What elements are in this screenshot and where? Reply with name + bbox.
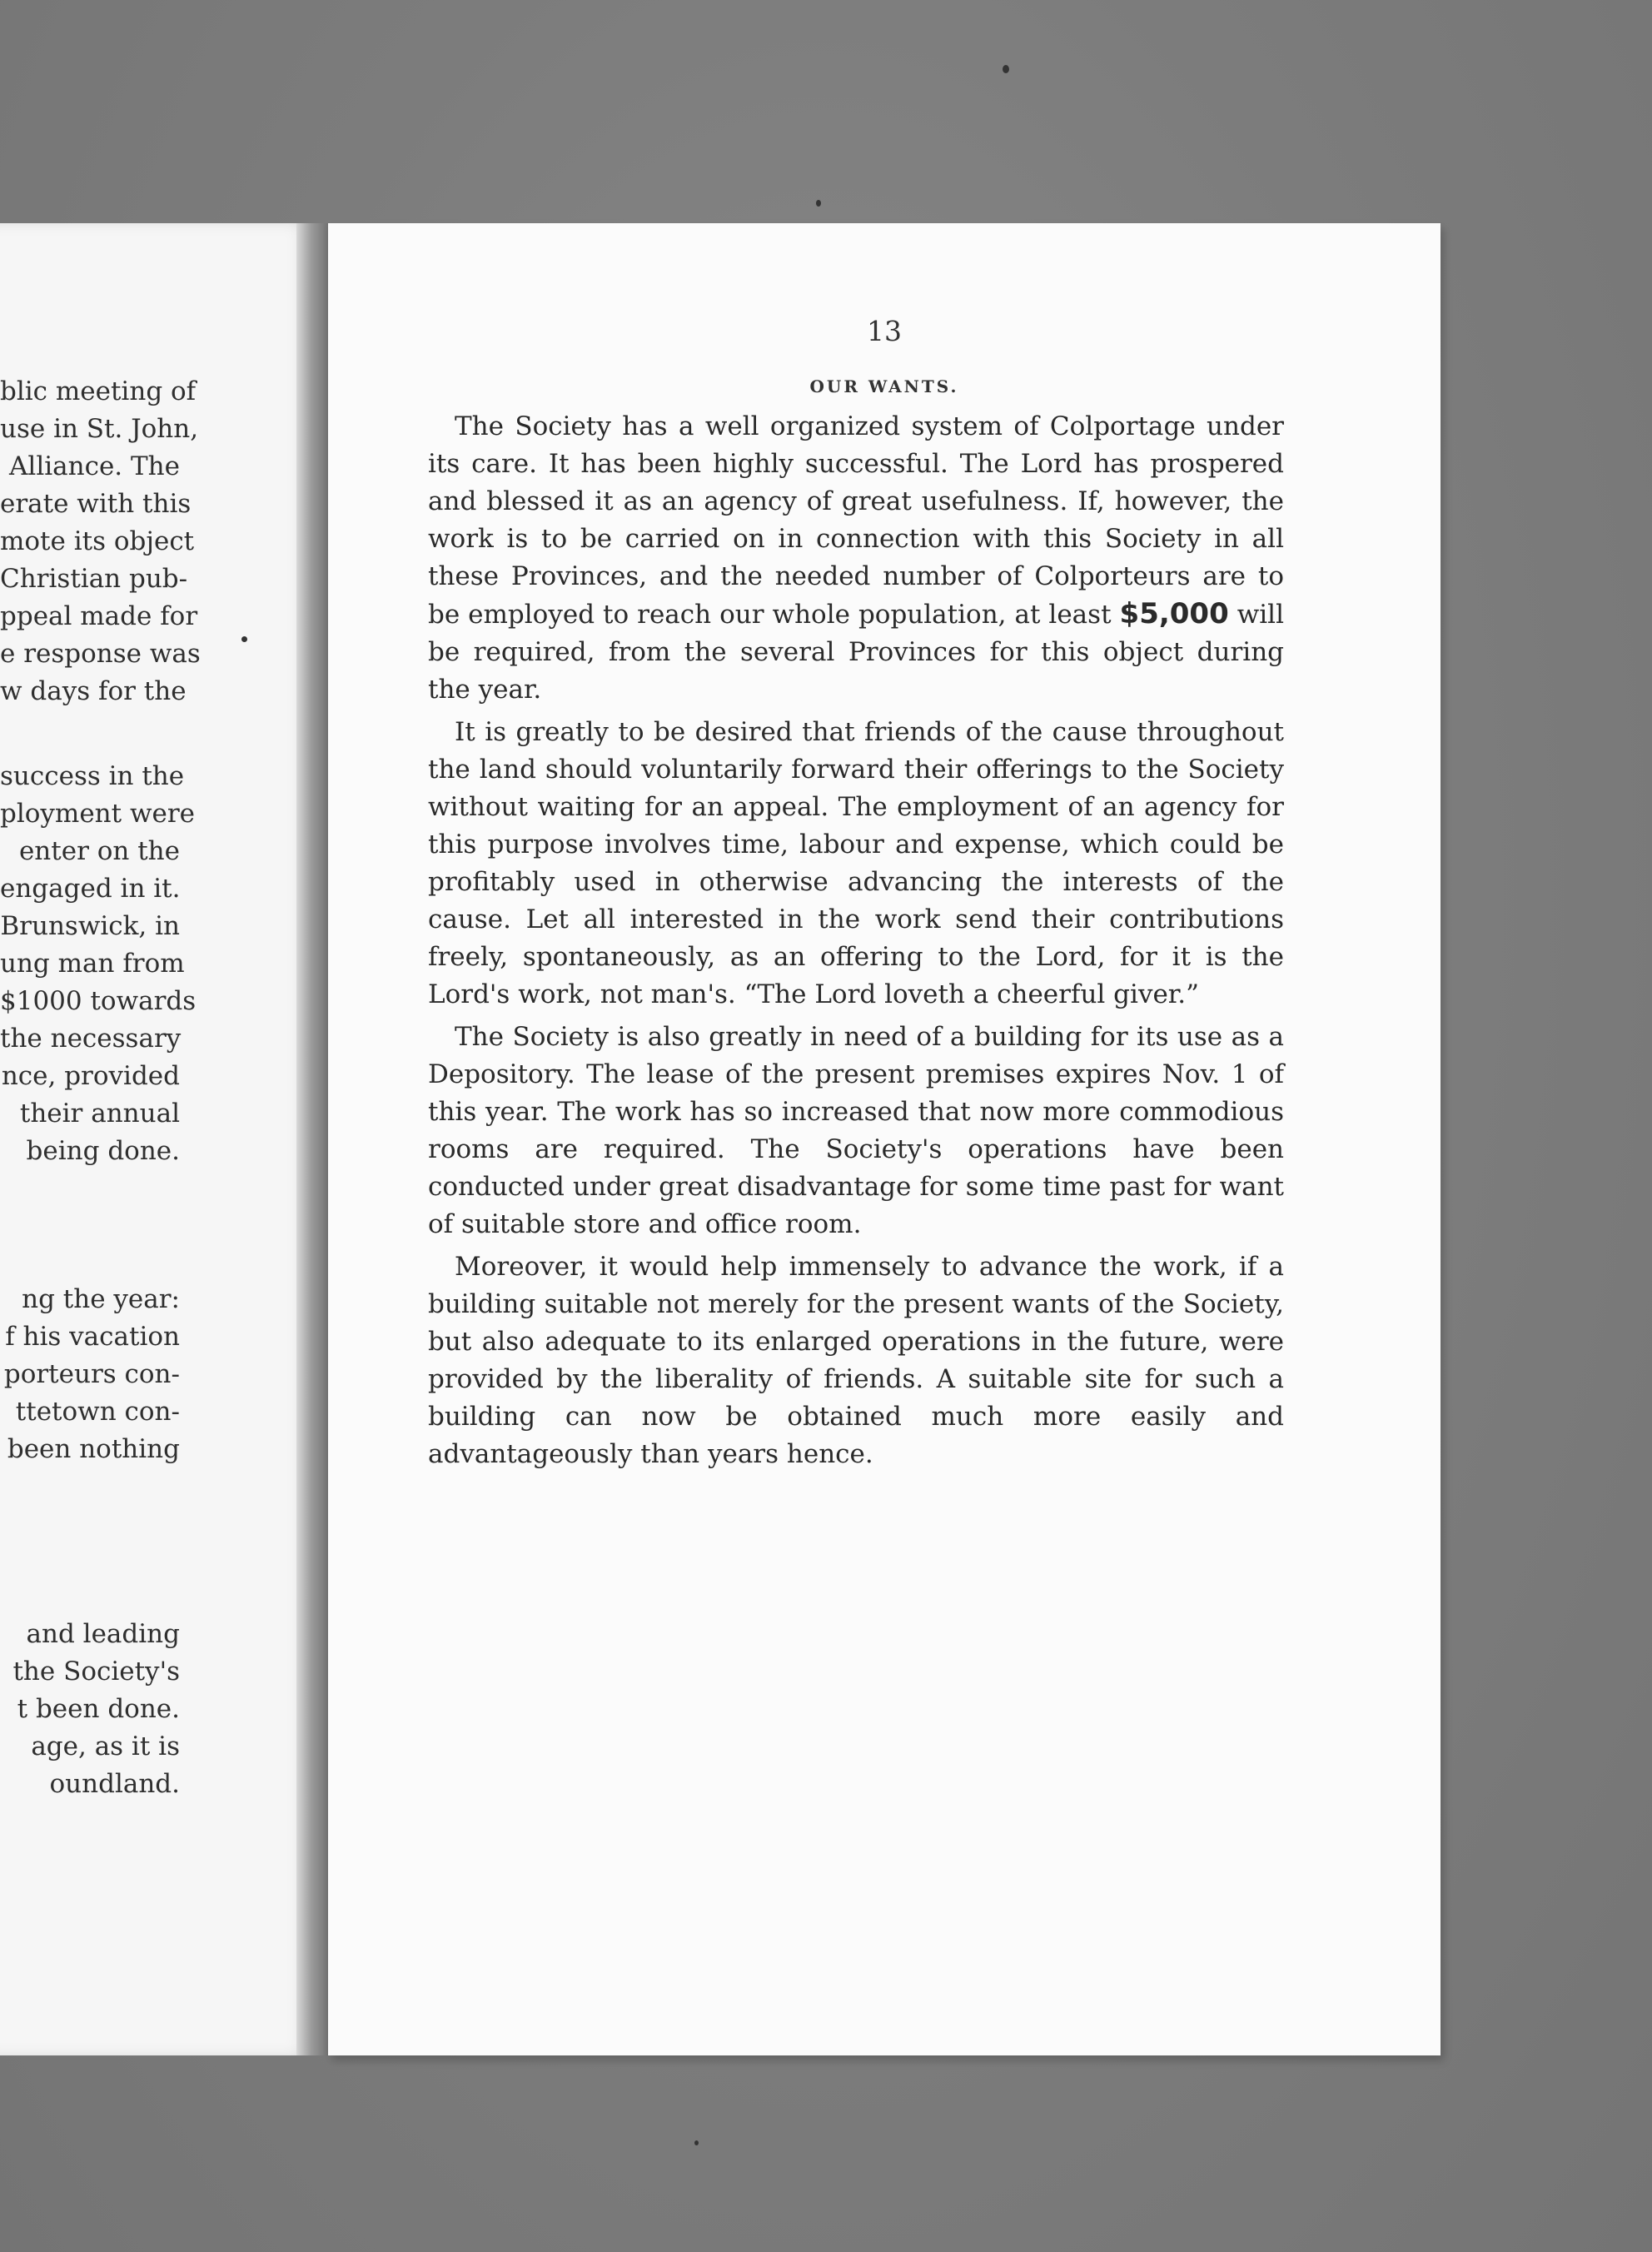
left-text-line: $1000 towards xyxy=(0,986,197,1016)
left-text-line: being done. xyxy=(26,1136,180,1166)
left-text-line: enter on the xyxy=(18,836,180,866)
left-text-line: ppeal made for xyxy=(0,601,198,631)
left-text-line: erate with this xyxy=(0,489,192,519)
left-text-line: oundland. xyxy=(49,1769,180,1799)
left-text-line: their annual xyxy=(19,1099,180,1128)
left-text-line: e response was xyxy=(0,639,201,669)
paragraph-4: Moreover, it would help immensely to advance the work, if a building suitable not merely for the present wants of the Society, but also adequate to its enlarged operations in the future, were provided by the liberality of friends. A suitable site for such a building can now be obtained much more easily and advantageously than years hence. xyxy=(428,1252,1284,1469)
left-text-line: the necessary xyxy=(0,1024,182,1054)
dust-speck xyxy=(241,636,247,642)
left-text-block-2 xyxy=(0,758,197,1170)
left-text-line: ng the year: xyxy=(22,1284,180,1314)
dust-speck xyxy=(694,2140,699,2145)
left-text-block-1 xyxy=(0,373,201,710)
left-text-line: f his vacation xyxy=(5,1322,180,1352)
dust-speck xyxy=(816,200,821,207)
left-text-line: the Society's xyxy=(12,1657,180,1687)
left-text-line: been nothing xyxy=(7,1434,180,1464)
paragraph-2: It is greatly to be desired that friends of the cause throughout the land should voluntarily forward their offerings to the Society without waiting for an appeal. The employment of an agency for this purpose involves time, labour and expense, which could be profitably used in otherwise advancing the interests of the cause. Let all interested in the work send their contributions freely, spontaneously, as an offering to the Lord, for it is the Lord's work, not man's. “The Lord loveth a cheerful giver.” xyxy=(428,717,1284,1009)
amount-figure: $5,000 xyxy=(1119,597,1229,630)
dust-speck xyxy=(1003,65,1009,73)
paragraph-1-part-a: The Society has a well organized system of Colportage under its care. It has been highly successful. The Lord has prospered and blessed it as an agency of great usefulness. If, however, the work is to be carried on in connection with this Society in all these Provinces, and the needed number of Colporteurs are to be employed to reach our whole population, at least xyxy=(428,411,1284,630)
paragraph-3: The Society is also greatly in need of a building for its use as a Depository. The lease of the present premises expires Nov. 1 of this year. The work has so increased that now more commodious rooms are required. The Society's operations have been conducted under great disadvantage for some time past for want of suitable store and office room. xyxy=(428,1022,1284,1239)
book-gutter xyxy=(296,223,330,2055)
paragraph-1 xyxy=(428,408,1284,709)
left-text-line: engaged in it. xyxy=(0,874,181,904)
left-text-line: success in the xyxy=(0,761,185,791)
left-text-line: ployment were xyxy=(0,799,195,829)
paragraph-1-part-b: will be required, from the several Provinces for this object during the year. xyxy=(428,600,1284,705)
left-text-line: w days for the xyxy=(0,676,187,706)
left-text-line: porteurs con- xyxy=(3,1359,180,1389)
left-text-line: mote its object xyxy=(0,526,195,556)
left-text-line: blic meeting of xyxy=(0,376,197,406)
left-facing-page xyxy=(0,223,315,2055)
left-text-line: and leading xyxy=(26,1619,180,1649)
left-text-line: t been done. xyxy=(17,1694,180,1724)
left-text-line: Christian pub- xyxy=(0,564,188,594)
left-text-block-4 xyxy=(0,1616,180,1803)
right-page xyxy=(328,223,1441,2055)
left-text-line: ung man from xyxy=(0,949,185,979)
section-heading: OUR WANTS. xyxy=(809,376,959,396)
left-text-line: age, as it is xyxy=(31,1731,180,1761)
left-text-line: Alliance. The xyxy=(9,451,180,481)
left-text-line: nce, provided xyxy=(1,1061,180,1091)
left-text-line: use in St. John, xyxy=(0,414,199,444)
page-number: 13 xyxy=(867,315,902,347)
left-text-block-3 xyxy=(0,1281,180,1468)
left-text-line: ttetown con- xyxy=(15,1397,180,1427)
left-text-line: Brunswick, in xyxy=(0,911,180,941)
body-text xyxy=(428,408,1284,1478)
